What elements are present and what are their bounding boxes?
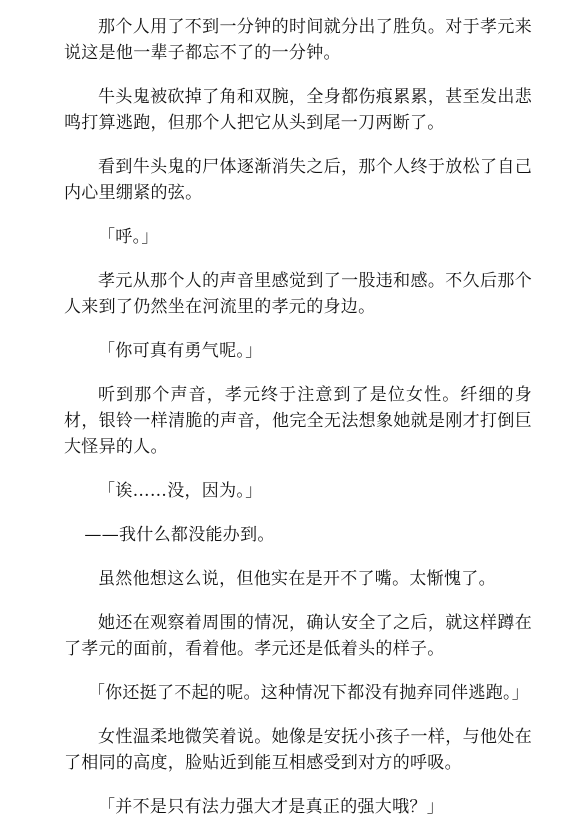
text-page [64,14,532,838]
dialogue-4: 「你还挺了不起的呢。这种情况下都没有抛弃同伴逃跑。」 [87,683,530,703]
paragraph-4: 孝元从那个人的声音里感觉到了一股违和感。不久后那个人来到了仍然坐在河流里的孝元的身边。 [64,271,532,317]
paragraph-8: 女性温柔地微笑着说。她像是安抚小孩子一样，与他处在了相同的高度，脸贴近到能互相感受到对方的呼吸。 [64,727,532,773]
dialogue-1: 「呼。」 [98,227,159,247]
paragraph-2: 牛头鬼被砍掉了角和双腕，全身都伤痕累累，甚至发出悲鸣打算逃跑，但那个人把它从头到尾一刀两断了。 [64,87,532,133]
paragraph-5: 听到那个声音，孝元终于注意到了是位女性。纤细的身材，银铃一样清脆的声音，他完全无法想象她就是刚才打倒巨大怪异的人。 [64,385,532,457]
dialogue-5: 「并不是只有法力强大才是真正的强大哦？」 [98,797,444,817]
dialogue-3: 「诶……没，因为。」 [98,481,263,501]
dialogue-2: 「你可真有勇气呢。」 [98,341,263,361]
inner-thought: ——我什么都没能办到。 [84,525,275,545]
paragraph-3: 看到牛头鬼的尸体逐渐消失之后，那个人终于放松了自己内心里绷紧的弦。 [64,157,532,203]
paragraph-6: 虽然他想这么说，但他实在是开不了嘴。太惭愧了。 [98,569,496,589]
paragraph-7: 她还在观察着周围的情况，确认安全了之后，就这样蹲在了孝元的面前，看着他。孝元还是低着头的样子。 [64,613,532,659]
paragraph-1: 那个人用了不到一分钟的时间就分出了胜负。对于孝元来说这是他一辈子都忘不了的一分钟。 [64,17,532,63]
